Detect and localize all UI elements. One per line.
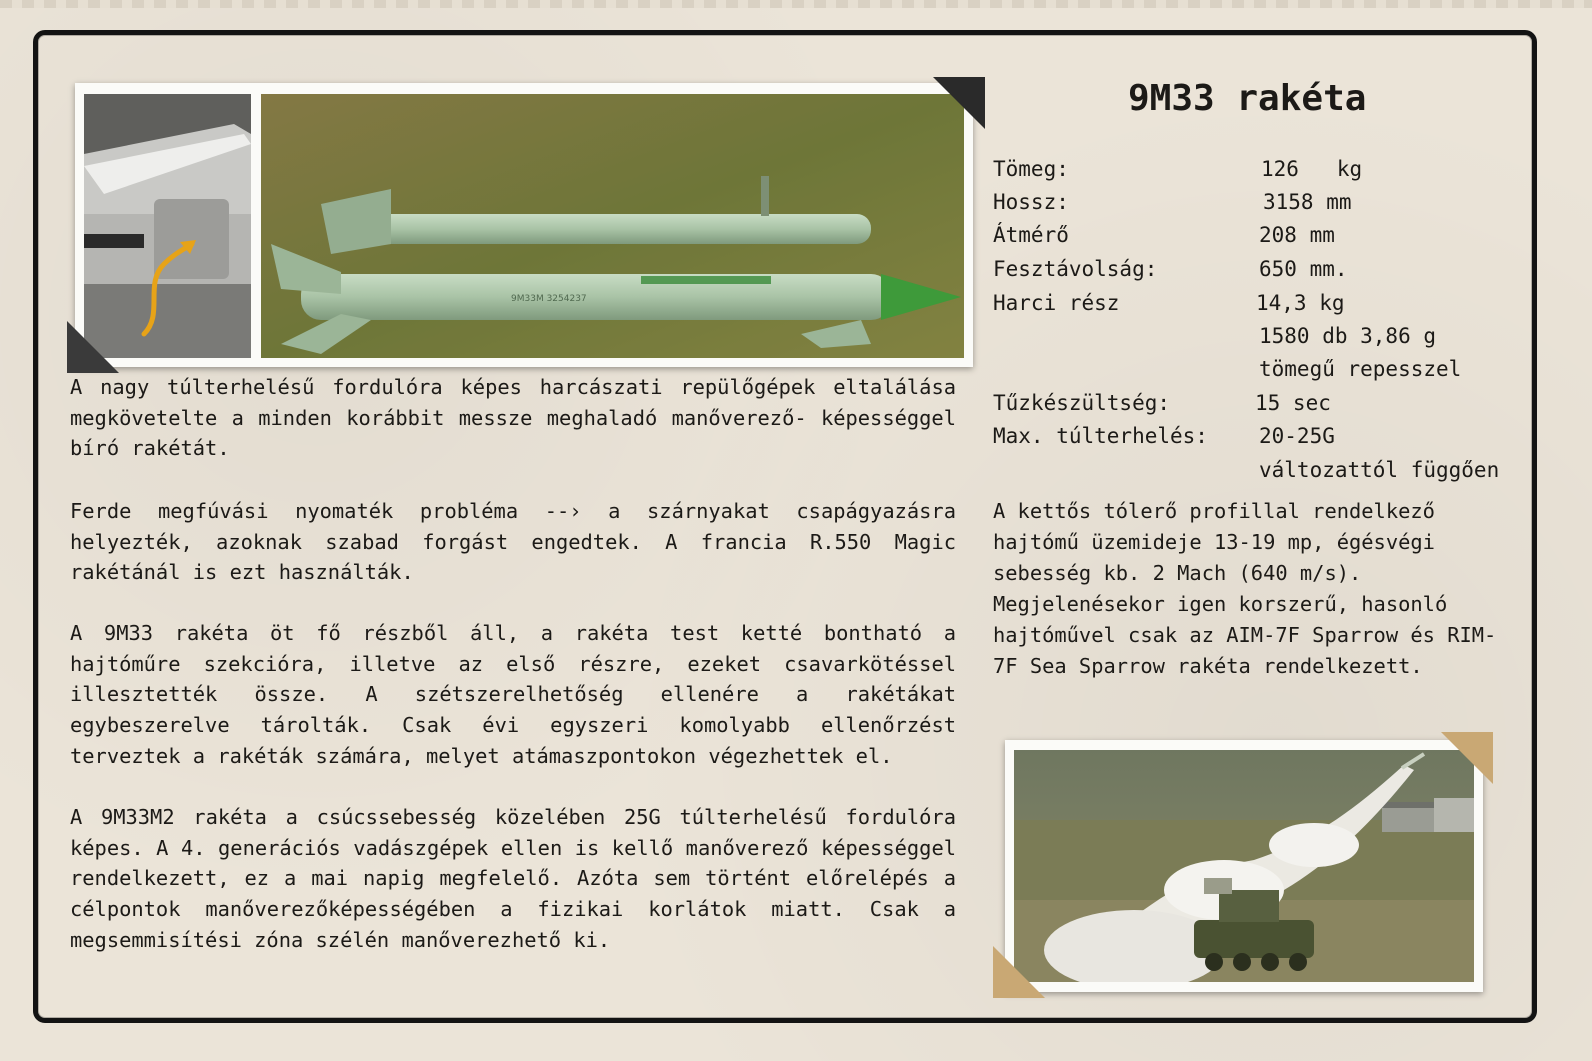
spec-row: [993, 454, 1573, 487]
spec-value: 1580 db 3,86 g: [1259, 324, 1437, 348]
spec-row: [993, 353, 1573, 386]
spec-value: 650 mm.: [1259, 257, 1348, 281]
spec-value: 208 mm: [1259, 223, 1335, 247]
spec-label: Max. túlterhelés:: [993, 424, 1208, 448]
missile-photo-card: [75, 83, 973, 367]
spec-label: Átmérő: [993, 223, 1069, 247]
spec-value: 15 sec: [1255, 391, 1331, 415]
spec-value: 3158 mm: [1263, 190, 1352, 214]
spec-value: 126 kg: [1261, 157, 1363, 181]
spec-value: változattól függően: [1259, 458, 1500, 482]
spec-row: [993, 219, 1573, 252]
spec-label: Fesztávolság:: [993, 257, 1158, 281]
photo-corner-tape-top-right: [1441, 732, 1493, 784]
missile-marking-text: 9M33M 3254237: [511, 294, 587, 304]
launch-photo-card: [1005, 740, 1483, 992]
spec-label: Tűzkészültség:: [993, 391, 1171, 415]
spec-row: [993, 186, 1573, 219]
spec-row: [993, 420, 1573, 453]
spec-row: [993, 287, 1573, 320]
spec-value: 14,3 kg: [1256, 291, 1345, 315]
spec-row: [993, 253, 1573, 286]
paragraph-engine: A kettős tólerő profillal rendelkező hajtómű üzemideje 13-19 mp, égésvégi sebesség kb. 2 Mach (640 m/s). Megjelenésekor igen korszerű, hasonló hajtóművel csak az AIM-7F Sparrow és RIM-7F Sea Sparrow rakéta rendelkezett.: [993, 499, 1497, 678]
photo-corner-tape-top-right: [933, 77, 985, 129]
missiles-on-grass-photo: [261, 94, 964, 358]
page-title: 9M33 rakéta: [1128, 78, 1367, 119]
paragraph-intro: A nagy túlterhelésű fordulóra képes harcászati repülőgépek eltalálása megkövetelte a minden korábbit messze meghaladó manőverező- képességgel bíró rakétát.: [70, 375, 956, 461]
spec-row: [993, 387, 1573, 420]
wing-detail-photo: [84, 94, 251, 358]
paragraph-maneuver: A 9M33M2 rakéta a csúcssebesség közelében 25G túlterhelésű fordulóra képes. A 4. generációs vadászgépek ellen is kellő manőverező képességgel rendelkezett, ez a mai napig megfelelő. Azóta sem történt előrelépés a célpontok manőverezőképességében a fizikai korlátok miatt. Csak a megsemmisítési zóna szélén manőverezhető ki.: [70, 805, 956, 952]
torn-edge-strip: [0, 0, 1592, 8]
spec-value: 20-25G: [1259, 424, 1335, 448]
spec-label: Harci rész: [993, 291, 1120, 315]
spec-label: Hossz:: [993, 190, 1069, 214]
spec-value: tömegű repesszel: [1259, 357, 1462, 381]
paragraph-wings: Ferde megfúvási nyomaték probléma --› a szárnyakat csapágyazásra helyezték, azoknak szabad forgást engedtek. A francia R.550 Magic rakétánál is ezt használták.: [70, 499, 956, 585]
spec-label: Tömeg:: [993, 157, 1069, 181]
spec-row: [993, 153, 1573, 186]
spec-row: [993, 320, 1573, 353]
photo-corner-tape-bottom-left: [993, 946, 1045, 998]
paragraph-structure: A 9M33 rakéta öt fő részből áll, a rakéta test ketté bontható a hajtóműre szekcióra, illetve az első részre, ezeket csavarkötéssel illesztették össze. A szétszerelhetőség ellenére a rakétákat egybeszerelve tárolták. Csak évi egyszeri komolyabb ellenőrzést terveztek a rakéták számára, melyet atámaszpontokon végezhettek el.: [70, 621, 956, 768]
launch-photo: [1014, 750, 1474, 982]
photo-corner-tape-bottom-left: [67, 321, 119, 373]
